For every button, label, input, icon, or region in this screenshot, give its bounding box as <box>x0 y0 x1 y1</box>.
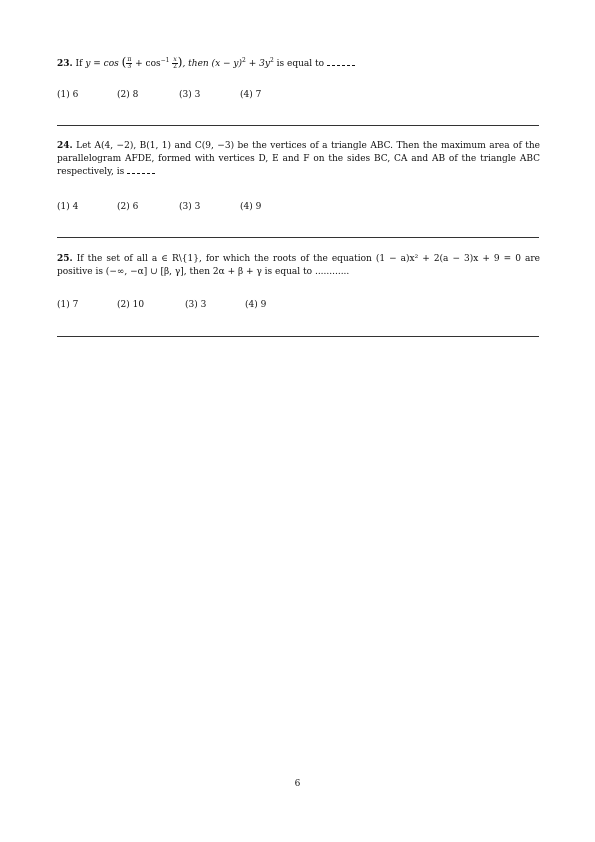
question-number: 25. <box>57 254 73 264</box>
fraction-pi-over-3: $\frac{\pi}{3}$ <box>127 56 132 70</box>
option-3: (3) 3 <box>179 90 201 100</box>
math-expr: + cos <box>135 59 161 69</box>
question-text: Let A(4, −2), B(1, 1) and C(9, −3) be the vertices of a triangle ABC. Then the maximum area of the parallelogram AFDE, formed with vertices D, E and F on the sides BC, CA and AB of the triangle ABC respectively, is <box>57 141 540 177</box>
divider <box>57 237 539 238</box>
option-2: (2) 10 <box>117 300 145 310</box>
option-3: (3) 3 <box>179 202 201 212</box>
answer-blank <box>327 59 355 66</box>
question-text: If the set of all a ∈ R\{1}, for which the roots of the equation (1 − a)x² + 2(a − 3)x + 9 = 0 are positive is (−∞, −α] ∪ [β, γ], then 2α + β + γ is equal to <box>57 254 540 277</box>
square-superscript: 2 <box>269 57 274 64</box>
answer-blank <box>127 167 155 174</box>
page-number: 6 <box>294 779 301 789</box>
option-2: (2) 6 <box>117 202 139 212</box>
option-4: (4) 9 <box>240 202 262 212</box>
question-23: 23. If y = cos ( $\frac{\pi}{3}$ + $\cos^{-1}$ $\frac{x}{2}$ ), then $(x - y)^2 + 3y^2$ is equal to <box>57 56 540 71</box>
question-text: is equal to <box>276 59 325 69</box>
math-expr: + 3y <box>248 59 270 69</box>
square-superscript: 2 <box>242 57 246 64</box>
math-expr: y = cos <box>85 59 119 69</box>
divider <box>57 125 539 126</box>
option-1: (1) 7 <box>57 300 79 310</box>
option-1: (1) 4 <box>57 202 79 212</box>
question-25 <box>57 253 540 279</box>
question-number: 23. <box>57 59 73 69</box>
option-2: (2) 8 <box>117 90 139 100</box>
math-expr: , then (x − y) <box>182 59 243 69</box>
option-4: (4) 9 <box>245 300 267 310</box>
question-number: 24. <box>57 141 73 151</box>
option-1: (1) 6 <box>57 90 79 100</box>
question-24 <box>57 140 540 179</box>
fraction-x-over-2: $\frac{x}{2}$ <box>173 56 177 70</box>
answer-dots: ............ <box>314 267 350 277</box>
option-3: (3) 3 <box>185 300 207 310</box>
option-4: (4) 7 <box>240 90 262 100</box>
divider <box>57 336 539 337</box>
question-text: If <box>75 59 83 69</box>
inverse-superscript: −1 <box>160 57 170 64</box>
